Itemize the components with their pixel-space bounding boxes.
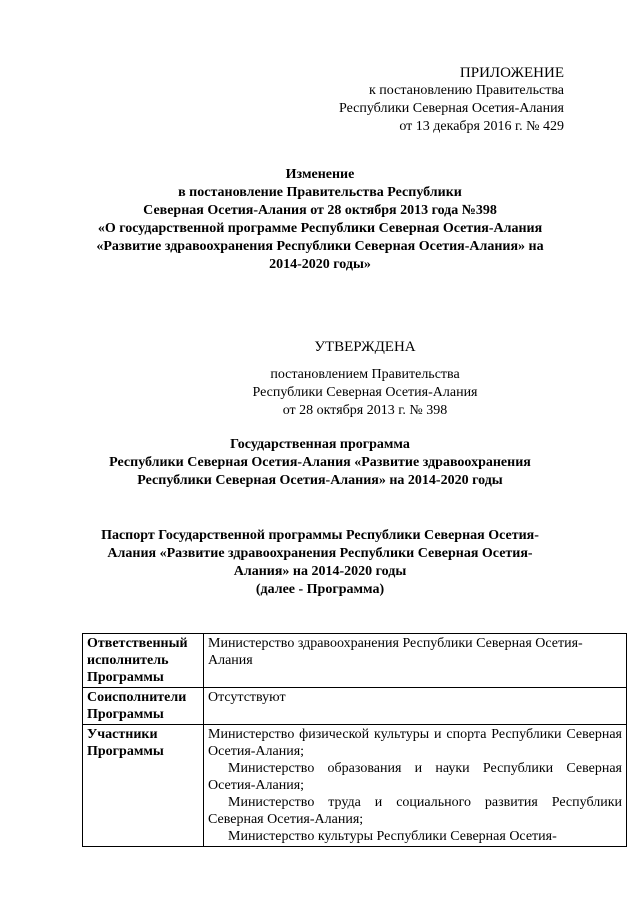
change-heading-line-5: «Развитие здравоохранения Республики Северная Осетия-Алания» на [96, 239, 544, 254]
change-heading [60, 166, 580, 274]
row-label [83, 688, 204, 725]
passport-heading-line-2: Алания «Развитие здравоохранения Республики Северная Осетия- [107, 546, 533, 561]
appendix-line-2: Республики Северная Осетия-Алания [339, 101, 564, 116]
table-row [83, 688, 627, 725]
appendix-line-1: к постановлению Правительства [368, 83, 564, 98]
label-line: исполнитель [87, 653, 169, 668]
appendix-title: ПРИЛОЖЕНИЕ [459, 65, 564, 81]
passport-table [82, 633, 627, 847]
participant-paragraph: Министерство образования и науки Республики Северная Осетия-Алания; [208, 761, 622, 793]
label-line: Программы [87, 707, 164, 722]
change-heading-line-6: 2014-2020 годы» [269, 257, 371, 272]
program-heading-line-3: Республики Северная Осетия-Алания» на 2014-2020 годы [137, 473, 503, 488]
participant-paragraph: Министерство культуры Республики Северная Осетия- [228, 829, 557, 844]
passport-heading-line-1: Паспорт Государственной программы Республики Северная Осетия- [101, 528, 539, 543]
label-line: Программы [87, 744, 164, 759]
approved-line-3: от 28 октября 2013 г. № 398 [282, 403, 448, 418]
approved-block [230, 338, 500, 420]
program-heading-line-2: Республики Северная Осетия-Алания «Развитие здравоохранения [109, 455, 531, 470]
row-label [83, 634, 204, 688]
change-heading-line-4: «О государственной программе Республики Северная Осетия-Алания [97, 221, 543, 236]
appendix-line-3: от 13 декабря 2016 г. № 429 [399, 119, 564, 134]
program-heading-line-1: Государственная программа [230, 437, 410, 452]
row-value: Отсутствуют [204, 688, 627, 725]
appendix-block [264, 64, 564, 136]
participant-paragraph: Министерство физической культуры и спорта Республики Северная Осетия-Алания; [208, 727, 622, 759]
label-line: Участники [87, 727, 158, 742]
row-label [83, 725, 204, 847]
row-value [204, 725, 627, 847]
table-row [83, 634, 627, 688]
passport-heading [60, 527, 580, 599]
passport-heading-line-3: Алания» на 2014-2020 годы [233, 564, 407, 579]
approved-line-1: постановлением Правительства [270, 367, 460, 382]
passport-heading-line-4: (далее - Программа) [255, 582, 385, 597]
change-heading-line-1: Изменение [285, 167, 355, 182]
label-line: Ответственный [87, 636, 188, 651]
row-value: Министерство здравоохранения Республики Северная Осетия-Алания [204, 634, 627, 688]
program-heading [60, 436, 580, 490]
change-heading-line-3: Северная Осетия-Алания от 28 октября 2013 года №398 [143, 203, 497, 218]
table-row [83, 725, 627, 847]
change-heading-line-2: в постановление Правительства Республики [178, 185, 462, 200]
approved-line-2: Республики Северная Осетия-Алания [252, 385, 478, 400]
participant-paragraph: Министерство труда и социального развития Республики Северная Осетия-Алания; [208, 795, 622, 827]
label-line: Соисполнители [87, 690, 187, 705]
label-line: Программы [87, 670, 164, 685]
approved-title: УТВЕРЖДЕНА [314, 339, 416, 355]
